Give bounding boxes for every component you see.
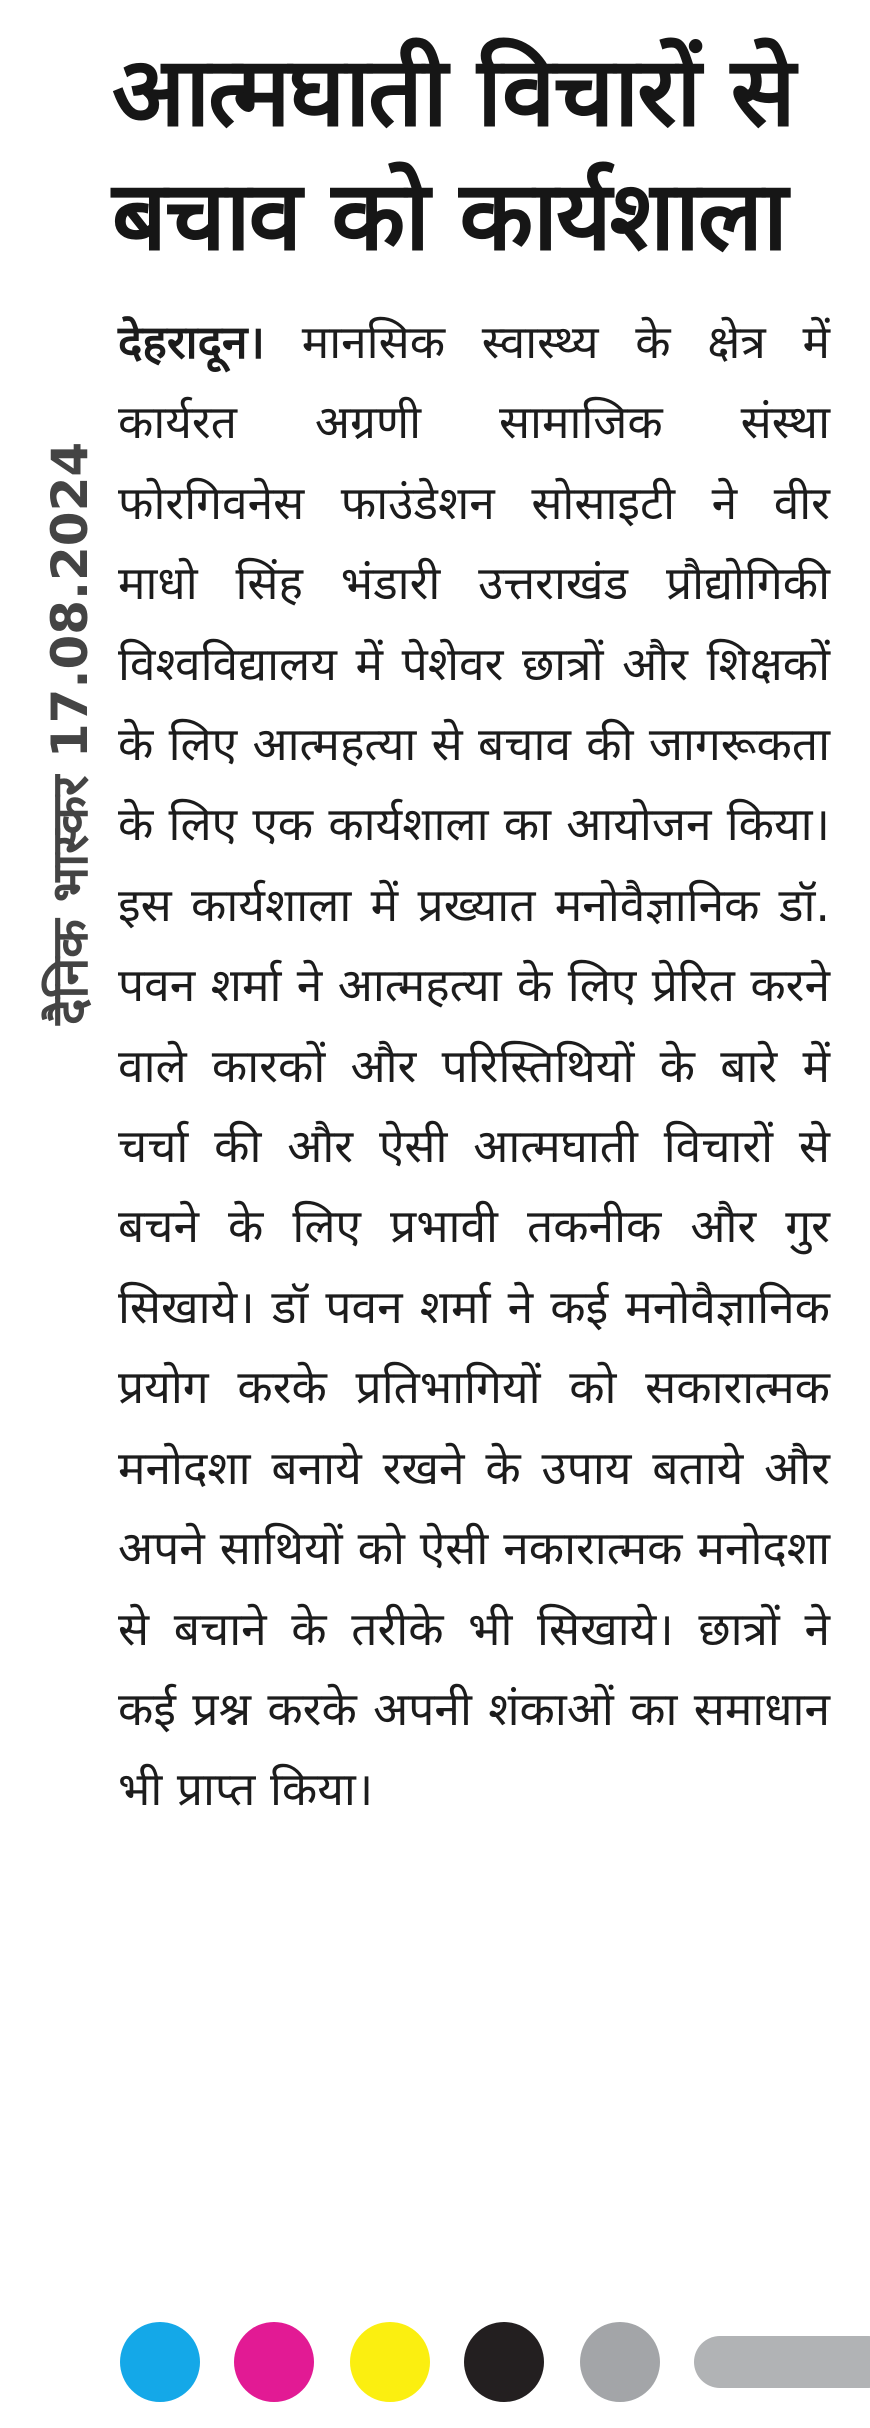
headline bbox=[112, 30, 852, 278]
article-paragraph bbox=[118, 302, 830, 1830]
yellow-swatch bbox=[350, 2322, 430, 2402]
article-text: मानसिक स्वास्थ्य के क्षेत्र में कार्यरत अग्रणी सामाजिक संस्था फोरगिवनेस फाउंडेशन सोसाइटी ने वीर माधो सिंह भंडारी उत्तराखंड प्रौद्योगिकी विश्वविद्यालय में पेशेवर छात्रों और शिक्षकों के लिए आत्महत्या से बचाव की जागरूकता के लिए एक कार्यशाला का आयोजन किया। इस कार्यशाला में प्रख्यात मनोवैज्ञानिक डॉ. पवन शर्मा ने आत्महत्या के लिए प्रेरित करने वाले कारकों और परिस्तिथियों के बारे में चर्चा की और ऐसी आत्मघाती विचारों से बचने के लिए प्रभावी तकनीक और गुर सिखाये। डॉ पवन शर्मा ने कई मनोवैज्ञानिक प्रयोग करके प्रतिभागियों को सकारात्मक मनोदशा बनाये रखने के उपाय बताये और अपने साथियों को ऐसी नकारात्मक मनोदशा से बचाने के तरीके भी सिखाये। छात्रों ने कई प्रश्न करके अपनी शंकाओं का समाधान भी प्राप्त किया। bbox=[118, 315, 830, 1817]
newspaper-date-label: दैनिक भास्कर 17.08.2024 bbox=[41, 441, 99, 1025]
dateline: देहरादून। bbox=[118, 315, 265, 369]
cyan-swatch bbox=[120, 2322, 200, 2402]
gray-bar-swatch bbox=[694, 2336, 870, 2388]
headline-line-1: आत्मघाती विचारों से bbox=[112, 36, 794, 148]
print-color-swatches bbox=[0, 2322, 870, 2412]
black-swatch bbox=[464, 2322, 544, 2402]
headline-line-2: बचाव को कार्यशाला bbox=[112, 160, 786, 272]
magenta-swatch bbox=[234, 2322, 314, 2402]
gray-swatch bbox=[580, 2322, 660, 2402]
article-body bbox=[118, 302, 830, 1830]
